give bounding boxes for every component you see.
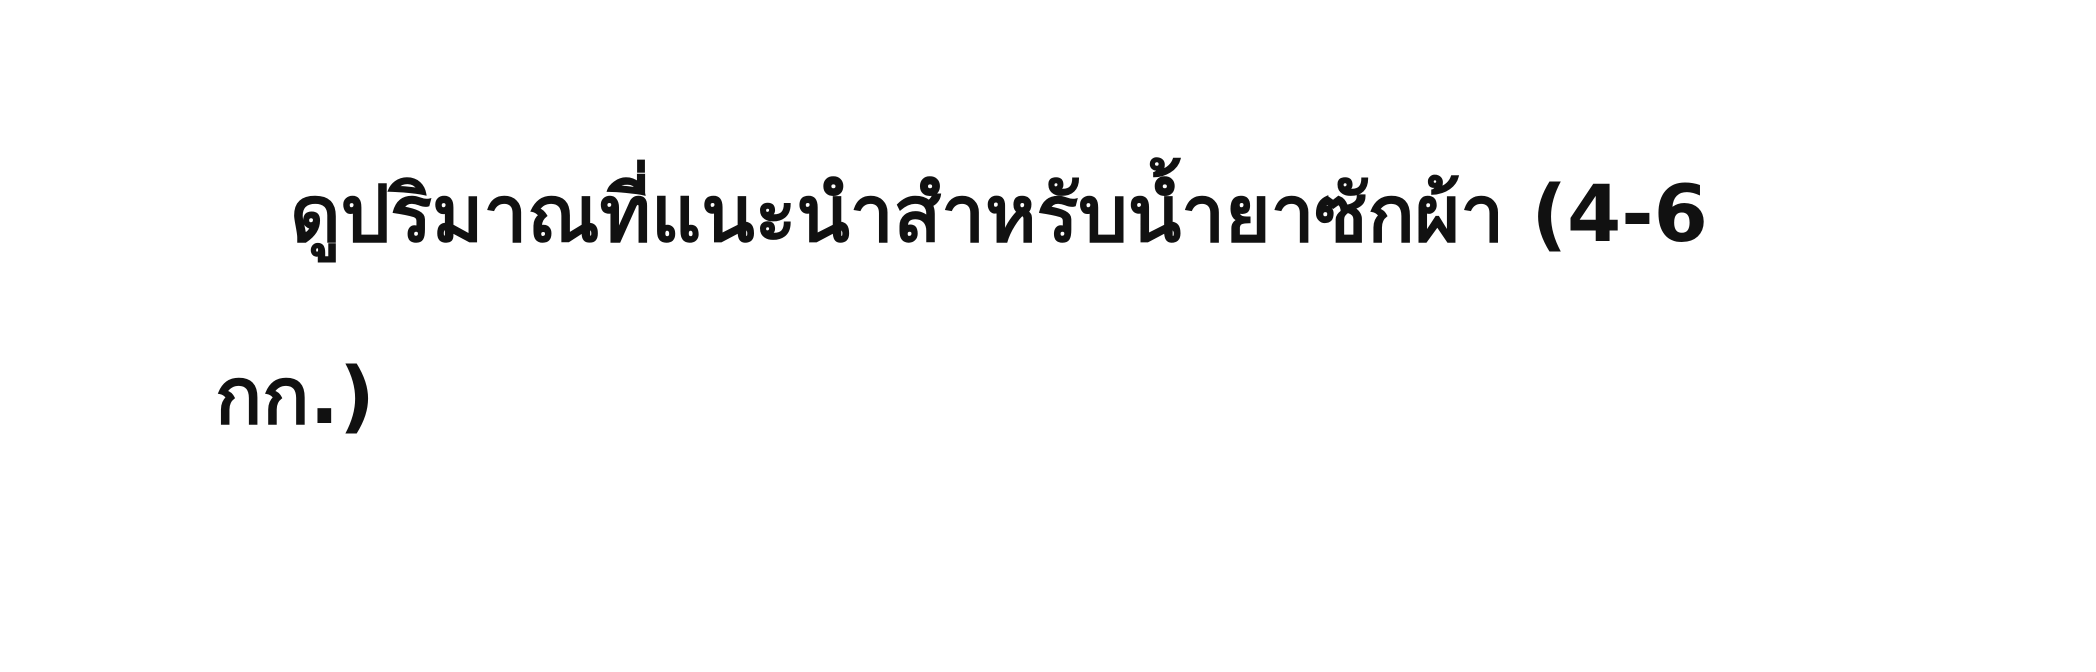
heading-line-2: กก.) xyxy=(215,352,375,442)
heading-line-1: ดูปริมาณที่แนะนำสำหรับน้ำยาซักผ้า (4-6 xyxy=(290,170,1708,260)
